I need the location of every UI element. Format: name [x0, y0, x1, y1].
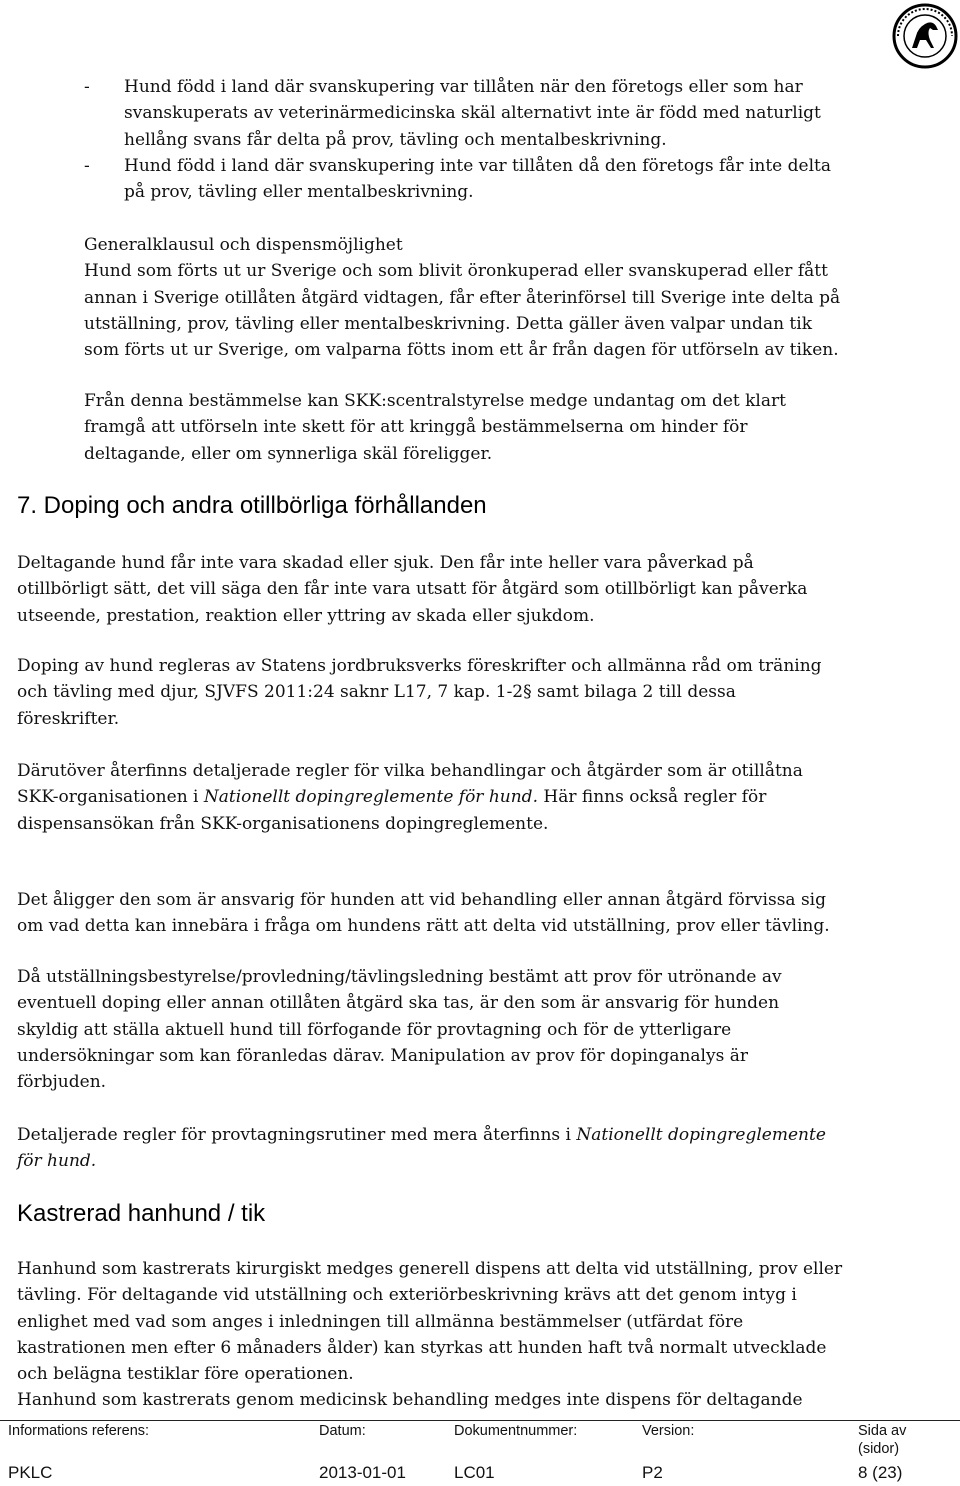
- text-line: Hanhund som kastrerats genom medicinsk behandling medges inte dispens för deltagande: [17, 1390, 803, 1411]
- section-subtitle: Generalklausul och dispensmöjlighet: [84, 235, 403, 255]
- text-line: Därutöver återfinns detaljerade regler för vilka behandlingar och åtgärder som är otillåtna: [17, 761, 803, 781]
- text-line: som förts ut ur Sverige, om valparna fötts inom ett år från dagen för utförseln av tiken.: [84, 340, 839, 361]
- undantag-paragraph: [84, 388, 929, 467]
- text-line: Från denna bestämmelse kan SKK:scentralstyrelse medge undantag om det klart: [84, 391, 786, 411]
- paragraph: [17, 1122, 862, 1175]
- text-line: [17, 1122, 862, 1148]
- paragraph: [17, 887, 862, 940]
- bullet-dash: -: [84, 156, 90, 176]
- text-line: Hund född i land där svanskupering inte var tillåten då den företogs får inte delta: [124, 156, 831, 176]
- text-line: otillbörligt sätt, det vill säga den får inte vara utsatt för åtgärd som otillbörligt kan påverka: [17, 579, 808, 600]
- paragraph: [17, 653, 862, 732]
- text-line: Doping av hund regleras av Statens jordbruksverks föreskrifter och allmänna råd om träning: [17, 656, 822, 676]
- footer-label-docnum: Dokumentnummer:: [454, 1423, 578, 1439]
- text-line: föreskrifter.: [17, 708, 120, 729]
- footer-value-version: P2: [642, 1463, 663, 1482]
- text-line: och tävling med djur, SJVFS 2011:24 saknr L17, 7 kap. 1-2§ samt bilaga 2 till dessa: [17, 682, 736, 703]
- footer-label-ref: Informations referens:: [8, 1423, 150, 1439]
- bullet-item: [124, 153, 864, 206]
- text-line: svanskuperats av veterinärmedicinska skäl alternativt inte är född med naturligt: [124, 103, 821, 124]
- generalklausul-section: [84, 232, 929, 363]
- text-line: undersökningar som kan föranledas därav. Manipulation av prov för dopinganalys är: [17, 1045, 748, 1066]
- text-line: enlighet med vad som anges i inledningen till allmänna bestämmelser (utfärdat före: [17, 1311, 744, 1332]
- text-line: på prov, tävling eller mentalbeskrivning.: [124, 182, 474, 203]
- text-span: Här finns också regler för: [537, 787, 767, 808]
- text-line: Det åligger den som är ansvarig för hunden att vid behandling eller annan åtgärd förvissa sig: [17, 890, 826, 910]
- footer-value-page: 8 (23): [858, 1463, 903, 1482]
- text-line: deltagande, eller om synnerliga skäl föreligger.: [84, 443, 493, 464]
- text-line: skyldig att ställa aktuell hund till förfogande för provtagning och för de ytterligare: [17, 1019, 732, 1040]
- section-heading: Kastrerad hanhund / tik: [17, 1200, 266, 1227]
- text-line: Hanhund som kastrerats kirurgiskt medges generell dispens att delta vid utställning, prov eller: [17, 1259, 843, 1279]
- paragraph: [17, 550, 862, 629]
- text-line: och belägna testiklar före operationen.: [17, 1364, 354, 1385]
- document-reference: Nationellt dopingreglemente för hund.: [203, 787, 538, 808]
- text-line: förbjuden.: [17, 1072, 107, 1093]
- text-line: kastrationen men efter 6 månaders ålder) kan styrkas att hunden haft två normalt utvecklade: [17, 1337, 827, 1358]
- footer-label-date: Datum:: [319, 1423, 366, 1439]
- text-line: Hund som förts ut ur Sverige och som blivit öronkuperad eller svanskuperad eller fått: [84, 261, 828, 282]
- text-line: framgå att utförseln inte skett för att kringgå bestämmelserna om hinder för: [84, 417, 748, 438]
- text-line: Deltagande hund får inte vara skadad eller sjuk. Den får inte heller vara påverkad på: [17, 553, 754, 573]
- paragraph: [17, 758, 862, 837]
- text-line: annan i Sverige otillåten åtgärd vidtagen, får efter återinförsel till Sverige inte delta på: [84, 287, 841, 308]
- bullet-dash: -: [84, 77, 90, 97]
- footer-value-docnum: LC01: [454, 1463, 495, 1482]
- text-line: tävling. För deltagande vid utställning och exteriörbeskrivning krävs att det genom intyg i: [17, 1285, 797, 1306]
- club-seal-logo: [892, 0, 958, 70]
- paragraph: [17, 964, 862, 1095]
- footer-label-version: Version:: [642, 1423, 695, 1439]
- document-reference: Nationellt dopingreglemente: [576, 1125, 826, 1145]
- text-line: eventuell doping eller annan otillåten åtgärd ska tas, är den som är ansvarig för hunden: [17, 993, 780, 1014]
- text-line: [17, 784, 862, 810]
- bullet-item: [124, 74, 864, 153]
- text-span: Detaljerade regler för provtagningsrutiner med mera återfinns i: [17, 1125, 577, 1145]
- footer-value-date: 2013-01-01: [319, 1463, 406, 1482]
- paragraph: [17, 1256, 862, 1414]
- text-line: [17, 1148, 862, 1174]
- text-line: hellång svans får delta på prov, tävling och mentalbeskrivning.: [124, 129, 667, 150]
- text-span: SKK-organisationen i: [17, 787, 204, 808]
- footer-divider: [0, 1420, 960, 1421]
- text-line: Då utställningsbestyrelse/provledning/tävlingsledning bestämt att prov för utrönande av: [17, 967, 782, 987]
- text-line: om vad detta kan innebära i fråga om hundens rätt att delta vid utställning, prov eller tävling.: [17, 916, 830, 937]
- document-reference: för hund.: [17, 1151, 97, 1172]
- text-line: utseende, prestation, reaktion eller yttring av skada eller sjukdom.: [17, 605, 595, 626]
- text-line: Hund född i land där svanskupering var tillåten när den företogs eller som har: [124, 77, 803, 97]
- section-heading: 7. Doping och andra otillbörliga förhållanden: [17, 492, 487, 519]
- text-line: utställning, prov, tävling eller mentalbeskrivning. Detta gäller även valpar undan tik: [84, 313, 812, 334]
- footer-label-page-sub: (sidor): [858, 1441, 900, 1457]
- text-line: dispensansökan från SKK-organisationens dopingreglemente.: [17, 813, 549, 834]
- footer-value-ref: PKLC: [8, 1463, 53, 1482]
- footer-label-page: Sida av: [858, 1423, 907, 1439]
